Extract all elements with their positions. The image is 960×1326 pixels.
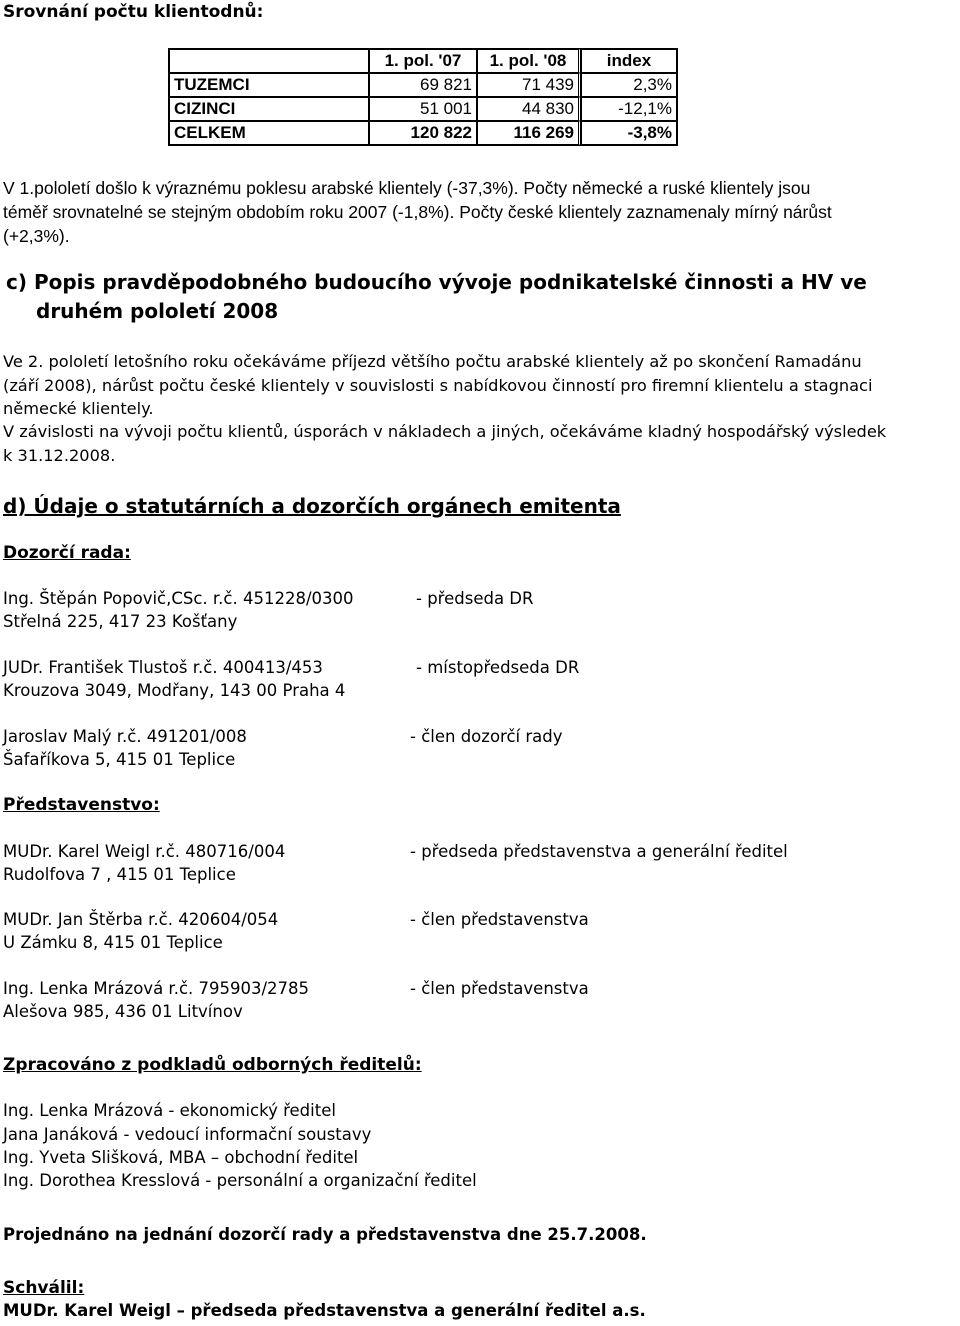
board-member-name: MUDr. Jan Štěrba r.č. 420604/054 xyxy=(3,910,279,929)
section-d-heading: d) Údaje o statutárních a dozorčích orgánech emitenta xyxy=(3,494,621,518)
dr-member-role: - předseda DR xyxy=(416,589,534,608)
table-row xyxy=(169,121,677,145)
prepared-by-line: Jana Janáková - vedoucí informační soustavy xyxy=(3,1125,372,1144)
table-header-blank xyxy=(169,49,369,73)
board-member-address: Alešova 985, 436 01 Litvínov xyxy=(3,1002,243,1021)
dr-member-role: - člen dozorčí rady xyxy=(410,727,563,746)
row-value-08: 116 269 xyxy=(477,121,581,145)
approved-by-heading: Schválil: xyxy=(3,1278,85,1298)
dozorci-rada-heading: Dozorčí rada: xyxy=(3,543,131,563)
dr-member-address: Šafaříkova 5, 415 01 Teplice xyxy=(3,750,236,769)
row-label: TUZEMCI xyxy=(169,73,369,97)
row-label: CIZINCI xyxy=(169,97,369,121)
predstavenstvo-heading: Představenstvo: xyxy=(3,795,160,815)
prepared-by-line: Ing. Yveta Slišková, MBA – obchodní ředitel xyxy=(3,1148,359,1167)
section-c-heading-line2: druhém pololetí 2008 xyxy=(36,299,279,323)
table-header-index: index xyxy=(581,49,677,73)
dr-member-name: Ing. Štěpán Popovič,CSc. r.č. 451228/0300 xyxy=(3,589,354,608)
board-member-role: - předseda představenstva a generální ředitel xyxy=(410,842,788,861)
para2-line2: (září 2008), nárůst počtu české klientely v souvislosti s nabídkovou činností pro firemní klientelu a stagnaci xyxy=(3,376,873,395)
prepared-by-line: Ing. Dorothea Kresslová - personální a organizační ředitel xyxy=(3,1171,477,1190)
table-row xyxy=(169,73,677,97)
table-header-col1: 1. pol. '07 xyxy=(369,49,477,73)
para1-line2: téměř srovnatelné se stejným obdobím roku 2007 (-1,8%). Počty české klientely zaznamenaly mírný nárůst xyxy=(3,202,832,222)
prepared-by-heading: Zpracováno z podkladů odborných ředitelů: xyxy=(3,1055,422,1075)
row-label: CELKEM xyxy=(169,121,369,145)
row-value-07: 69 821 xyxy=(369,73,477,97)
row-value-08: 44 830 xyxy=(477,97,581,121)
row-value-07: 51 001 xyxy=(369,97,477,121)
row-index: -3,8% xyxy=(581,121,677,145)
dr-member-address: Krouzova 3049, Modřany, 143 00 Praha 4 xyxy=(3,681,346,700)
board-member-address: Rudolfova 7 , 415 01 Teplice xyxy=(3,865,236,884)
table-row xyxy=(169,97,677,121)
dr-member-name: JUDr. František Tlustoš r.č. 400413/453 xyxy=(3,658,323,677)
para1-line3: (+2,3%). xyxy=(3,226,70,246)
board-member-name: Ing. Lenka Mrázová r.č. 795903/2785 xyxy=(3,979,310,998)
row-index: -12,1% xyxy=(581,97,677,121)
dr-member-name: Jaroslav Malý r.č. 491201/008 xyxy=(3,727,247,746)
section-c-heading-line1: c) Popis pravděpodobného budoucího vývoje podnikatelské činnosti a HV ve xyxy=(6,270,867,294)
table-header-row xyxy=(169,49,677,73)
approval-meeting-note: Projednáno na jednání dozorčí rady a představenstva dne 25.7.2008. xyxy=(3,1225,647,1244)
para2-line4: V závislosti na vývoji počtu klientů, úsporách v nákladech a jiných, očekáváme kladný hospodářský výsledek xyxy=(3,422,887,441)
board-member-role: - člen představenstva xyxy=(410,979,589,998)
row-index: 2,3% xyxy=(581,73,677,97)
para2-line5: k 31.12.2008. xyxy=(3,446,116,465)
para1-line1: V 1.pololetí došlo k výraznému poklesu arabské klientely (-37,3%). Počty německé a ruské klientely jsou xyxy=(3,178,811,198)
table-header-col2: 1. pol. '08 xyxy=(477,49,581,73)
board-member-name: MUDr. Karel Weigl r.č. 480716/004 xyxy=(3,842,286,861)
page-title: Srovnání počtu klientodnů: xyxy=(3,2,264,22)
para2-line1: Ve 2. pololetí letošního roku očekáváme příjezd většího počtu arabské klientely až po skončení Ramadánu xyxy=(3,352,862,371)
board-member-address: U Zámku 8, 415 01 Teplice xyxy=(3,933,223,952)
row-value-08: 71 439 xyxy=(477,73,581,97)
approved-by-text: MUDr. Karel Weigl – předseda představenstva a generální ředitel a.s. xyxy=(3,1301,646,1320)
para2-line3: německé klientely. xyxy=(3,399,154,418)
dr-member-address: Střelná 225, 417 23 Košťany xyxy=(3,612,238,631)
row-value-07: 120 822 xyxy=(369,121,477,145)
dr-member-role: - místopředseda DR xyxy=(416,658,580,677)
prepared-by-line: Ing. Lenka Mrázová - ekonomický ředitel xyxy=(3,1101,336,1120)
client-days-table xyxy=(168,48,678,146)
board-member-role: - člen představenstva xyxy=(410,910,589,929)
